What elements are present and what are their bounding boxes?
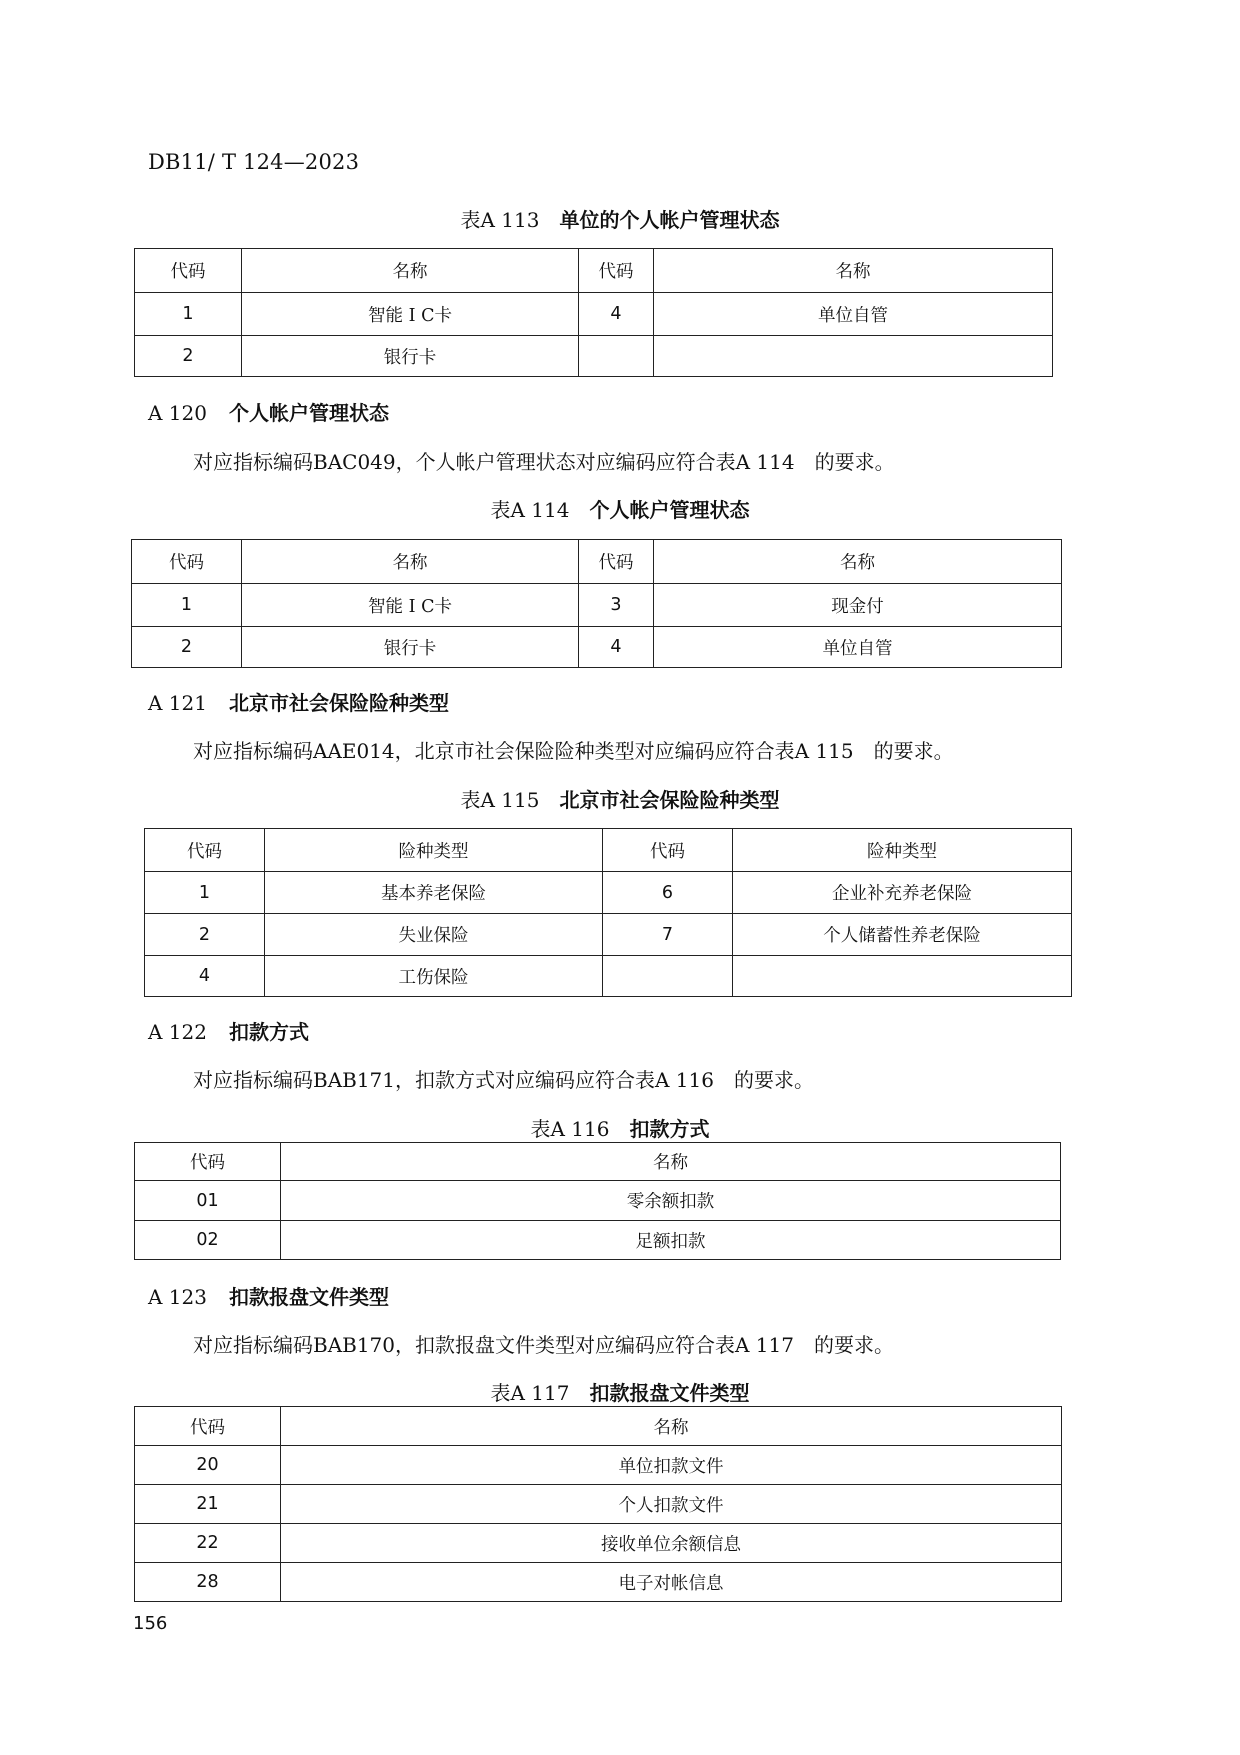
caption-number: 表A 113 — [460, 208, 540, 232]
name-cell: 现金付 — [654, 584, 1062, 627]
name-cell: 电子对帐信息 — [281, 1563, 1062, 1602]
caption-number: 表A 115 — [460, 788, 540, 812]
type-cell: 个人储蓄性养老保险 — [733, 914, 1072, 956]
caption-title: 单位的个人帐户管理状态 — [559, 208, 780, 232]
table-header-row — [132, 540, 1062, 584]
paragraph-a123: 对应指标编码BAB170，扣款报盘文件类型对应编码应符合表A 117 的要求。 — [193, 1333, 894, 1357]
code-cell: 20 — [135, 1446, 281, 1485]
name-cell — [654, 336, 1053, 377]
paragraph-a121: 对应指标编码AAE014，北京市社会保险险种类型对应编码应符合表A 115 的要求。 — [193, 739, 954, 763]
section-number: A 121 — [148, 691, 207, 715]
name-cell: 零余额扣款 — [281, 1181, 1061, 1221]
section-number: A 123 — [148, 1285, 207, 1309]
table-header-row — [135, 1143, 1061, 1181]
page-number: 156 — [133, 1613, 168, 1634]
name-cell: 接收单位余额信息 — [281, 1524, 1062, 1563]
table-header-row — [135, 1407, 1062, 1446]
section-heading-a122 — [148, 1016, 309, 1045]
table-a117 — [134, 1406, 1062, 1602]
table-caption-a114 — [0, 494, 1240, 523]
code-cell: 1 — [132, 584, 242, 627]
type-cell: 工伤保险 — [265, 956, 603, 997]
caption-title: 扣款方式 — [629, 1117, 710, 1141]
name-cell: 单位扣款文件 — [281, 1446, 1062, 1485]
header-cell: 名称 — [242, 540, 579, 584]
header-cell: 代码 — [135, 1407, 281, 1446]
table-caption-a113 — [0, 204, 1240, 233]
name-cell: 银行卡 — [242, 336, 579, 377]
type-cell: 企业补充养老保险 — [733, 872, 1072, 914]
code-cell: 3 — [579, 584, 654, 627]
table-header-row — [145, 829, 1072, 872]
code-cell: 2 — [145, 914, 265, 956]
name-cell: 单位自管 — [654, 293, 1053, 336]
table-row — [135, 293, 1053, 336]
code-cell: 1 — [145, 872, 265, 914]
code-cell: 4 — [145, 956, 265, 997]
name-cell: 智能 I C卡 — [242, 584, 579, 627]
caption-title: 北京市社会保险险种类型 — [559, 788, 780, 812]
header-cell: 名称 — [281, 1143, 1061, 1181]
code-cell: 28 — [135, 1563, 281, 1602]
document-id: DB11/ T 124—2023 — [148, 150, 360, 174]
paragraph-a122: 对应指标编码BAB171，扣款方式对应编码应符合表A 116 的要求。 — [193, 1068, 814, 1092]
table-a116 — [134, 1142, 1061, 1260]
type-cell: 基本养老保险 — [265, 872, 603, 914]
table-row — [135, 336, 1053, 377]
table-row — [135, 1485, 1062, 1524]
caption-number: 表A 117 — [490, 1381, 570, 1405]
code-cell: 6 — [603, 872, 733, 914]
caption-number: 表A 116 — [530, 1117, 610, 1141]
table-row — [132, 584, 1062, 627]
code-cell: 4 — [579, 293, 654, 336]
section-number: A 122 — [148, 1020, 207, 1044]
code-cell: 02 — [135, 1221, 281, 1260]
caption-number: 表A 114 — [490, 498, 570, 522]
table-a115 — [144, 828, 1072, 997]
header-cell: 险种类型 — [733, 829, 1072, 872]
table-row — [135, 1221, 1061, 1260]
type-cell: 失业保险 — [265, 914, 603, 956]
table-row — [145, 956, 1072, 997]
paragraph-a120: 对应指标编码BAC049，个人帐户管理状态对应编码应符合表A 114 的要求。 — [193, 450, 895, 474]
section-heading-a120 — [148, 397, 389, 426]
header-cell: 代码 — [579, 249, 654, 293]
name-cell: 智能 I C卡 — [242, 293, 579, 336]
header-cell: 名称 — [281, 1407, 1062, 1446]
header-cell: 代码 — [135, 249, 242, 293]
section-title: 扣款方式 — [228, 1020, 309, 1044]
code-cell: 1 — [135, 293, 242, 336]
code-cell: 2 — [132, 627, 242, 668]
header-cell: 代码 — [132, 540, 242, 584]
table-caption-a115 — [0, 784, 1240, 813]
table-a113 — [134, 248, 1053, 377]
table-caption-a117 — [0, 1377, 1240, 1406]
section-heading-a123 — [148, 1281, 389, 1310]
section-title: 扣款报盘文件类型 — [228, 1285, 389, 1309]
code-cell: 01 — [135, 1181, 281, 1221]
header-cell: 名称 — [654, 540, 1062, 584]
caption-title: 扣款报盘文件类型 — [589, 1381, 750, 1405]
code-cell: 7 — [603, 914, 733, 956]
section-title: 北京市社会保险险种类型 — [228, 691, 449, 715]
table-caption-a116 — [0, 1113, 1240, 1142]
header-cell: 险种类型 — [265, 829, 603, 872]
table-row — [132, 627, 1062, 668]
caption-title: 个人帐户管理状态 — [589, 498, 750, 522]
header-cell: 名称 — [654, 249, 1053, 293]
code-cell — [603, 956, 733, 997]
table-a114 — [131, 539, 1062, 668]
type-cell — [733, 956, 1072, 997]
name-cell: 单位自管 — [654, 627, 1062, 668]
code-cell: 2 — [135, 336, 242, 377]
code-cell — [579, 336, 654, 377]
header-cell: 名称 — [242, 249, 579, 293]
table-row — [135, 1181, 1061, 1221]
header-cell: 代码 — [135, 1143, 281, 1181]
code-cell: 22 — [135, 1524, 281, 1563]
header-cell: 代码 — [145, 829, 265, 872]
name-cell: 个人扣款文件 — [281, 1485, 1062, 1524]
section-number: A 120 — [148, 401, 207, 425]
header-cell: 代码 — [579, 540, 654, 584]
header-cell: 代码 — [603, 829, 733, 872]
code-cell: 4 — [579, 627, 654, 668]
section-heading-a121 — [148, 687, 449, 716]
table-header-row — [135, 249, 1053, 293]
table-row — [135, 1563, 1062, 1602]
name-cell: 足额扣款 — [281, 1221, 1061, 1260]
table-row — [145, 872, 1072, 914]
table-row — [145, 914, 1072, 956]
name-cell: 银行卡 — [242, 627, 579, 668]
table-row — [135, 1446, 1062, 1485]
section-title: 个人帐户管理状态 — [228, 401, 389, 425]
table-row — [135, 1524, 1062, 1563]
code-cell: 21 — [135, 1485, 281, 1524]
